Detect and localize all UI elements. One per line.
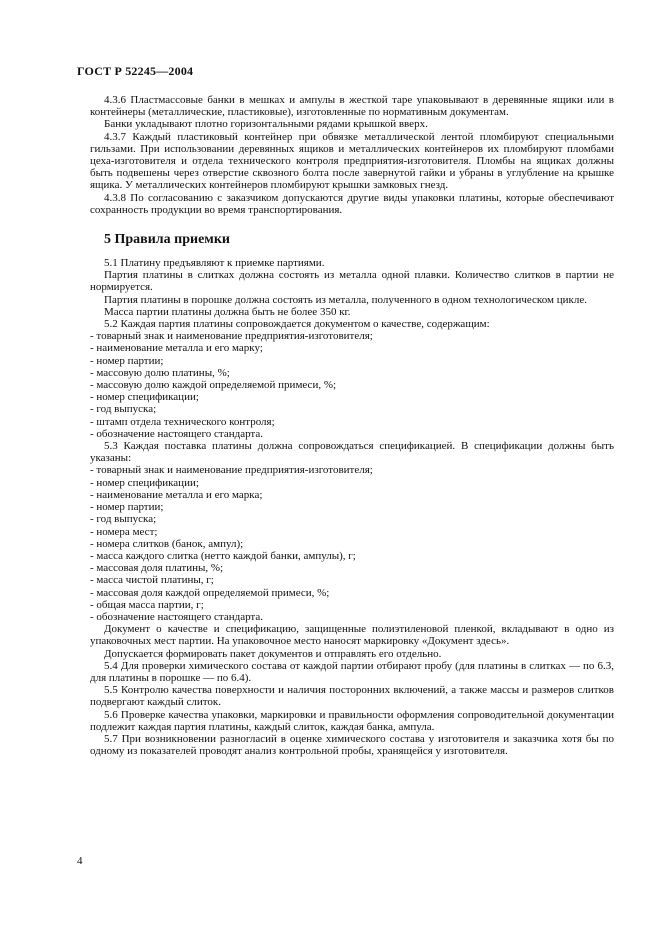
list-item: - массовую долю платины, %; [90,366,230,379]
paragraph-5-3: 5.3 Каждая поставка платины должна сопровождаться спецификацией. В спецификации должны быть указаны: [90,440,614,465]
paragraph-5-4: 5.4 Для проверки химического состава от каждой партии отбирают пробу (для платины в слитках — по 6.3, для платины в порошке — по 6.4). [90,659,614,684]
paragraph-5-7: 5.7 При возникновении разногласий в оценке химического состава у изготовителя и заказчика хотя бы по одному из показателей проводят анализ контрольной пробы, хранящейся у изготовителя. [90,732,614,758]
list-item: - масса каждого слитка (нетто каждой банки, ампулы), г; [90,549,356,562]
list-item: - массовая доля платины, %; [90,562,224,575]
list-item: - наименование металла и его марка; [90,488,263,501]
list-item: - номера слитков (банок, ампул); [90,537,244,550]
paragraph-4-3-8: 4.3.8 По согласованию с заказчиком допускаются другие виды упаковки платины, которые обеспечивают сохранность продукции во время транспортирования. [90,191,614,216]
paragraph-poroshok: Партия платины в порошке должна состоять из металла, полученного в одном технологическом цикле. [104,293,587,306]
paragraph-4-3-6: 4.3.6 Пластмассовые банки в мешках и ампулы в жесткой таре упаковывают в деревянные ящики или в контейнеры (металлические, пластиковые), изготовленные по нормативным документам. [90,94,614,119]
list-item: - номер спецификации; [90,476,199,489]
paragraph-slitki: Партия платины в слитках должна состоять из металла одной плавки. Количество слитков в партии не нормируется. [90,269,614,294]
list-item: - наименование металла и его марку; [90,342,263,355]
document-header: ГОСТ Р 52245—2004 [77,64,194,78]
paragraph-5-6: 5.6 Проверке качества упаковки, маркировки и правильности оформления сопроводительной документации подлежит каждая партия платины, каждый слиток, каждая банка, ампула. [90,708,614,733]
list-item: - номера мест; [90,525,158,538]
list-item: - обозначение настоящего стандарта. [90,610,264,623]
list-item: - массовую долю каждой определяемой примеси, %; [90,379,337,392]
paragraph-5-2: 5.2 Каждая партия платины сопровождается документом о качестве, содержащим: [104,318,490,331]
paragraph-banki: Банки укладывают плотно горизонтальными рядами крышкой вверх. [104,118,428,131]
list-item: - год выпуска; [90,513,157,526]
paragraph-dokument: Документ о качестве и спецификацию, защищенные полиэтиленовой пленкой, вкладывают в одно из упаковочных мест партии. На упаковочное место наносят маркировку «Документ здесь». [90,623,614,648]
list-item: - масса чистой платины, г; [90,574,214,587]
list-item: - обозначение настоящего стандарта. [90,427,264,440]
list-item: - номер спецификации; [90,391,199,404]
paragraph-5-5: 5.5 Контролю качества поверхности и наличия посторонних включений, а также массы и размеров слитков подвергают каждый слиток. [90,684,614,709]
paragraph-massa: Масса партии платины должна быть не более 350 кг. [104,305,351,318]
list-item: - общая масса партии, г; [90,598,204,611]
page-number: 4 [77,855,83,867]
list-item: - штамп отдела технического контроля; [90,415,275,428]
paragraph-4-3-7: 4.3.7 Каждый пластиковый контейнер при обвязке металлической лентой пломбируют специальными гильзами. При использовании деревянных ящиков и металлических контейнеров их пломбируют пломбами цеха-изготовителя и отдела технического контроля предприятия-изготовителя. Пломбы на ящиках должны быть подвешены через отверстие сквозного болта после завернутой гайки и убраны в углубление на крышке ящика. У металлических контейнеров пломбируют крышки замковых гнезд. [90,130,614,192]
list-item: - год выпуска; [90,403,157,416]
paragraph-5-1: 5.1 Платину предъявляют к приемке партиями. [104,257,325,270]
section-title: 5 Правила приемки [104,232,230,248]
list-item: - товарный знак и наименование предприятия-изготовителя; [90,330,373,343]
paragraph-paket: Допускается формировать пакет документов и отправлять его отдельно. [104,647,442,660]
list-item: - массовая доля каждой определяемой примеси, %; [90,586,330,599]
list-item: - номер партии; [90,354,164,367]
list-item: - товарный знак и наименование предприятия-изготовителя; [90,464,373,477]
list-item: - номер партии; [90,501,164,514]
document-body [90,94,614,757]
